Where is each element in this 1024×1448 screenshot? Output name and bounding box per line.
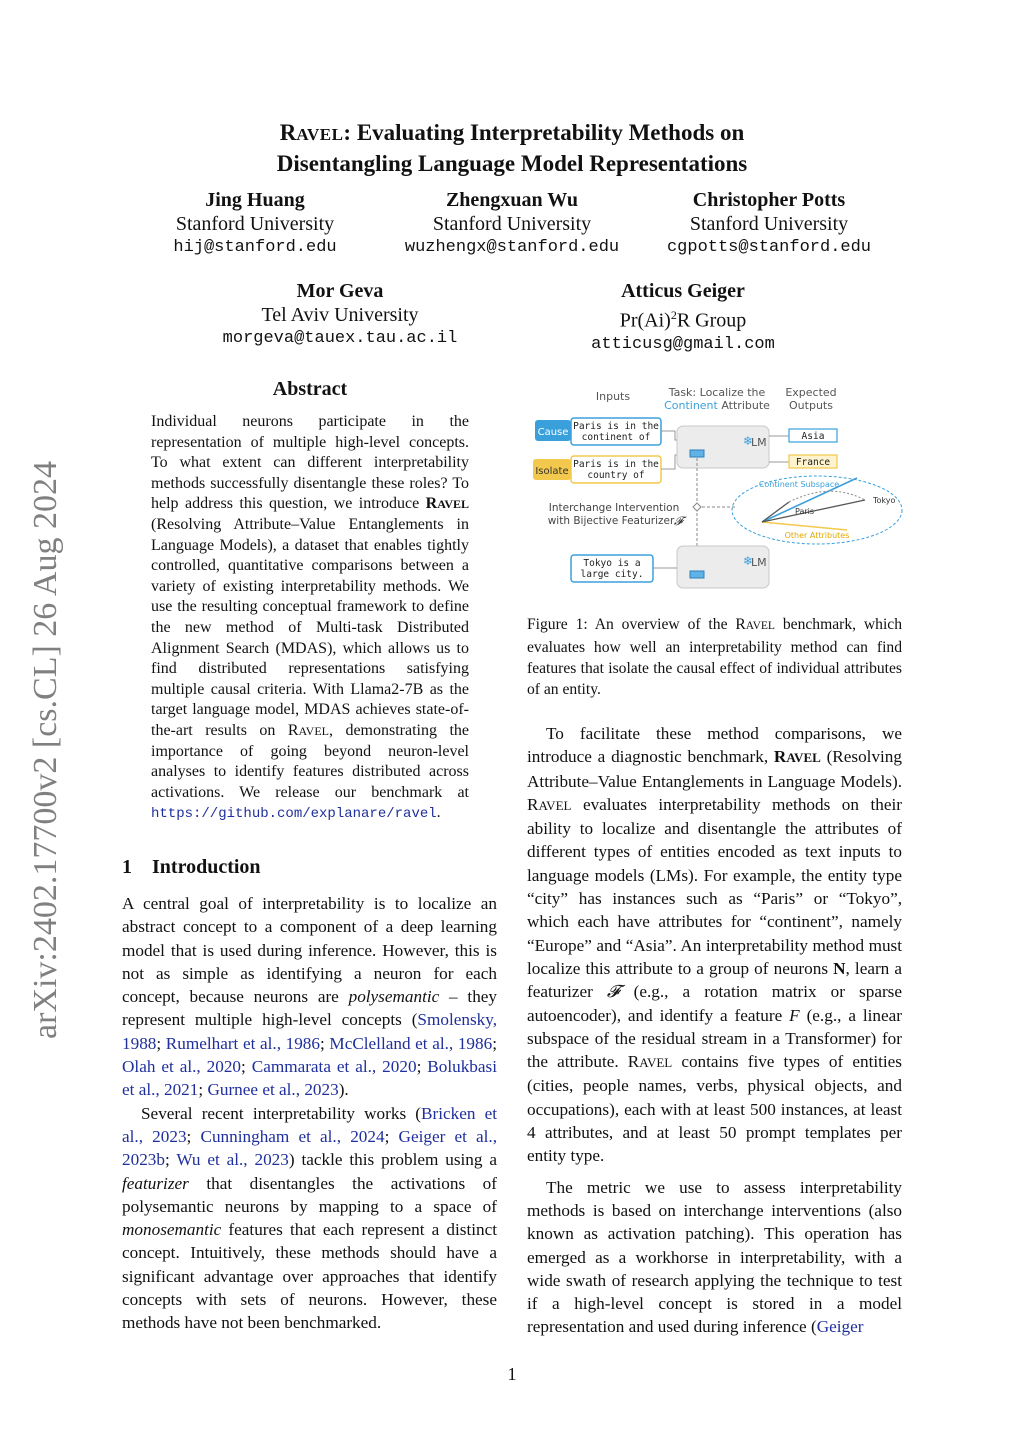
hidden-state-top xyxy=(690,450,704,457)
author-block xyxy=(105,188,405,260)
intro-paragraph: Several recent interpretability works (Bricken et al., 2023; Cunningham et al., 2024; Geiger et al., 2023b; Wu et al., 2023) tackle this problem using a featurizer that disentangles the activations of polysemantic neurons by mapping to a space of monosemantic features that each represent a distinct concept. Intuitively, these methods should have a significant advantage over approaches that identify concepts with sets of neurons. However, these methods have not been benchmarked. xyxy=(122,1103,498,1333)
citation-link[interactable]: Geiger et al., 2023b xyxy=(122,1126,498,1170)
featurizer-symbol: 𝓕 xyxy=(674,514,683,528)
abstract-heading: Abstract xyxy=(272,378,348,400)
abstract-body: Individual neurons participate in the representation of multiple high-level concepts. To what extent can different interpretability methods successfully disentangle these roles? To help address this question, we introduce RAVEL (Resolving Attribute–Value Entanglements in Language Models), a dataset that enables tightly controlled, quantitative comparisons between a variety of existing interpretability methods. We use the resulting conceptual framework to define the new method of Multi-task Distributed Alignment Search (MDAS), which allows us to find distributed representations satisfying multiple causal criteria. With Llama2-7B as the target language model, MDAS achieves state-of-the-art results on RAVEL, demonstrating the importance of going beyond neuron-level analyses to identify features distributed across activations. We release our benchmark at https://github.com/explanare/ravel. xyxy=(151,413,469,823)
ravel-name: RAVEL xyxy=(287,721,329,739)
intervention-node xyxy=(693,503,701,511)
citation-link[interactable]: Geiger xyxy=(816,1317,864,1337)
other-attributes-label: Other Attributes xyxy=(784,531,850,540)
citation-link[interactable]: Smolensky, 1988 xyxy=(122,1010,497,1053)
author-name: Mor Geva xyxy=(296,280,384,302)
author-affiliation: $Pr(Ai)^2R$ Group xyxy=(619,308,747,332)
arrow xyxy=(661,431,677,440)
ravel-name: RAVEL xyxy=(425,495,469,513)
hidden-state-bottom xyxy=(690,571,704,578)
citation-link[interactable]: McClelland et al., 1986 xyxy=(329,1033,493,1053)
author-name: Zhengxuan Wu xyxy=(445,189,579,211)
body-paragraph: The metric we use to assess interpretability methods is based on interchange interventions (also known as activation patching). This operation has emerged as a workhorse in interpretability, with a wide swath of research applying the technique to test if a high-level concept is stored in a model representation and used during inference (Geiger xyxy=(527,1177,902,1337)
arrow xyxy=(661,455,677,469)
cause-label: Cause xyxy=(537,427,569,438)
fig-header-expected-2: Outputs xyxy=(789,399,833,412)
snowflake-icon: ❄ xyxy=(743,434,754,448)
output-france: France xyxy=(795,457,831,468)
swap-arc xyxy=(789,491,865,502)
citation-link[interactable]: Rumelhart et al., 1986 xyxy=(165,1033,320,1053)
author-name: Atticus Geiger xyxy=(621,280,745,302)
base-input-text-2: large city. xyxy=(580,569,644,580)
paper-title: RAVEL: Evaluating Interpretability Methods on Disentangling Language Model Representations xyxy=(276,120,748,176)
author-block xyxy=(619,188,919,260)
cause-input-text-1: Paris is in the xyxy=(573,421,659,432)
author-affiliation: Stanford University xyxy=(432,213,592,235)
other-axis xyxy=(762,522,847,530)
isolate-label: Isolate xyxy=(535,466,569,477)
author-name: Jing Huang xyxy=(205,189,305,211)
fig-header-expected: Expected xyxy=(785,386,837,399)
figure-1-diagram xyxy=(527,380,903,590)
intervention-text-1: Interchange Intervention xyxy=(548,502,680,514)
benchmark-url-link[interactable]: https://github.com/explanare/ravel xyxy=(151,806,437,823)
author-block xyxy=(362,188,662,260)
point-tokyo: Tokyo xyxy=(873,496,896,505)
figure-caption: Figure 1: An overview of the RAVEL benchmark, which evaluates how well an interpretability method can find features that isolate the causal effect of individual attributes of an entity. xyxy=(527,616,903,698)
fig-header-task: Task: Localize the xyxy=(668,386,766,399)
isolate-input-text-1: Paris is in the xyxy=(573,459,659,470)
subspace-label: Continent Subspace xyxy=(758,480,840,489)
lm-label-top: LM xyxy=(751,436,767,449)
citation-link[interactable]: Olah et al., 2020 xyxy=(122,1057,242,1077)
citation-link[interactable]: Bolukbasi et al., 2021 xyxy=(122,1057,497,1100)
author-email[interactable]: cgpotts@stanford.edu xyxy=(666,238,872,257)
fig-header-task-2: Continent Attribute xyxy=(664,399,770,412)
section-heading: 1 Introduction xyxy=(122,856,261,878)
arxiv-stamp: arXiv:2402.17700v2 [cs.CL] 26 Aug 2024 xyxy=(27,461,64,1039)
right-column-text xyxy=(527,722,902,1339)
ravel-name: RAVEL xyxy=(627,1052,673,1072)
intro-text xyxy=(122,892,497,1335)
output-asia: Asia xyxy=(801,431,825,442)
isolate-input-text-2: country of xyxy=(587,470,645,481)
ravel-name: RAVEL xyxy=(773,747,821,767)
body-paragraph: To facilitate these method comparisons, we introduce a diagnostic benchmark, RAVEL (Resolving Attribute–Value Entanglements in Language Models). RAVEL evaluates interpretability methods on their ability to localize and disentangle the attributes of different types of entities encoded as text inputs to language models (LMs). For example, the entity type “city” has instances such as “Paris” or “Tokyo”, which each have attributes for “continent”, namely “Europe” and “Asia”. An interpretability method must localize this attribute to a group of neurons N, learn a featurizer 𝓕 (e.g., a rotation matrix or sparse autoencoder), and identify a feature F (e.g., a linear subspace of the residual stream in a Transformer) for the attribute. RAVEL contains five types of entities (cities, people names, verbs, physical objects, and occupations), each with at least 500 instances, at least 4 attributes, and at least 50 prompt templates per entity type. xyxy=(527,724,902,1166)
citation-link[interactable]: Bricken et al., 2023 xyxy=(122,1103,498,1146)
author-block xyxy=(190,279,490,351)
author-block xyxy=(533,279,833,357)
base-input-text-1: Tokyo is a xyxy=(583,558,641,569)
citation-link[interactable]: Cammarata et al., 2020 xyxy=(251,1057,417,1077)
fig-header-inputs: Inputs xyxy=(595,390,631,403)
citation-link[interactable]: Gurnee et al., 2023 xyxy=(207,1080,339,1100)
cause-input-text-2: continent of xyxy=(581,432,651,443)
title-ravel: RAVEL xyxy=(279,120,344,145)
author-email[interactable]: morgeva@tauex.tau.ac.il xyxy=(222,329,458,348)
ravel-name: RAVEL xyxy=(527,794,572,814)
point-paris: Paris xyxy=(795,507,815,516)
citation-link[interactable]: Cunningham et al., 2024 xyxy=(200,1126,385,1146)
page-number: 1 xyxy=(507,1364,517,1384)
lm-label-bottom: LM xyxy=(751,556,767,569)
author-email[interactable]: atticusg@gmail.com xyxy=(591,334,775,354)
citation-link[interactable]: Wu et al., 2023 xyxy=(176,1150,289,1170)
author-name: Christopher Potts xyxy=(692,189,846,211)
intervention-text-2: with Bijective Featurizer xyxy=(547,515,675,527)
author-email[interactable]: wuzhengx@stanford.edu xyxy=(404,238,620,257)
author-email[interactable]: hij@stanford.edu xyxy=(173,238,337,257)
intro-paragraph: A central goal of interpretability is to localize an abstract concept to a component of a deep learning model that is used during inference. However, this is not as simple as identifying a neuron for each concept, because neurons are polysemantic – they represent multiple high-level concepts (Smolensky, 1988; Rumelhart et al., 1986; McClelland et al., 1986; Olah et al., 2020; Cammarata et al., 2020; Bolukbasi et al., 2021; Gurnee et al., 2023). xyxy=(122,894,498,1100)
author-affiliation: Tel Aviv University xyxy=(261,304,419,326)
snowflake-icon: ❄ xyxy=(743,554,754,568)
author-affiliation: Stanford University xyxy=(175,213,335,235)
author-affiliation: Stanford University xyxy=(689,213,849,235)
